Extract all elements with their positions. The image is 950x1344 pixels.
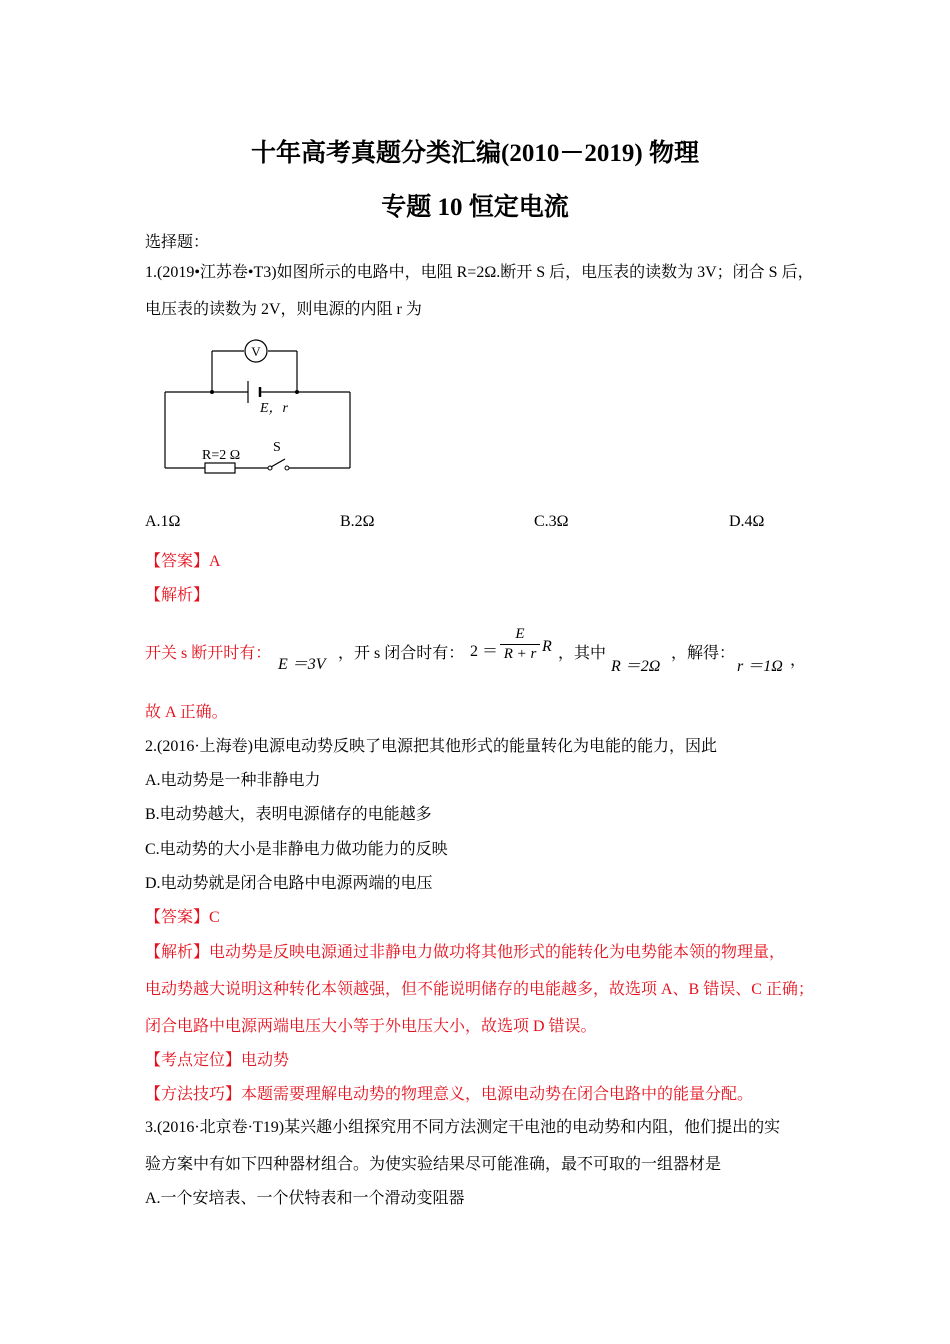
resistor-icon <box>205 463 235 473</box>
svg-text:V: V <box>251 344 261 359</box>
q2-method-text: 本题需要理解电动势的物理意义，电源电动势在闭合电路中的能量分配。 <box>241 1086 754 1103</box>
resistor-label: R=2 Ω <box>202 448 241 463</box>
q1-conclusion: 故 A 正确。 <box>145 704 228 721</box>
q1-eq-2-fraction <box>500 626 540 663</box>
q1-eq-4-tail: ， <box>790 652 807 669</box>
document-subtitle: 专题 10 恒定电流 <box>381 194 569 221</box>
q3-stem-line1: 3.(2016·北京卷·T19)某兴趣小组探究用不同方法测定干电池的电动势和内阻，他们提出的实 <box>145 1119 781 1136</box>
q1-eq-2-numerator: E <box>515 626 525 642</box>
q1-eq-4: r ＝1Ω <box>737 658 783 675</box>
q1-answer: 【答案】A <box>145 553 221 570</box>
document-title: 十年高考真题分类汇编(2010－2019) 物理 <box>251 140 699 167</box>
q2-analysis-label: 【解析】 <box>145 944 210 961</box>
q2-key-point <box>145 1047 289 1070</box>
q3-option-a: A.一个安培表、一个伏特表和一个滑动变阻器 <box>145 1190 465 1207</box>
q2-option-a: A.电动势是一种非静电力 <box>145 772 321 789</box>
q1-option-a: A.1Ω <box>145 513 181 530</box>
q1-option-c: C.3Ω <box>534 513 569 530</box>
q1-stem-line1: 1.(2019•江苏卷•T3)如图所示的电路中，电阻 R=2Ω.断开 S 后，电压表的读数为 3V；闭合 S 后， <box>145 264 814 281</box>
q1-eq-2-denominator: R + r <box>503 646 537 662</box>
q2-method <box>145 1081 753 1104</box>
q3-stem-line2: 验方案中有如下四种器材组合。为使实验结果尽可能准确，最不可取的一组器材是 <box>145 1156 722 1173</box>
q1-explain-2: ，开 s 闭合时有： <box>338 645 465 662</box>
q2-key-point-label: 【考点定位】 <box>145 1052 242 1069</box>
switch-label: S <box>273 440 281 455</box>
q1-eq-1: E ＝3V <box>278 656 326 673</box>
q2-analysis-text1: 电动势是反映电源通过非静电力做功将其他形式的能转化为电势能本领的物理量， <box>209 944 786 961</box>
switch-icon <box>268 459 289 470</box>
q1-explain-4: ，解得： <box>671 645 736 662</box>
q2-analysis-line2: 电动势越大说明这种转化本领越强，但不能说明储存的电能越多，故选项 A、B 错误、C 正确； <box>145 981 814 998</box>
q1-explain-3: ，其中 <box>558 645 607 662</box>
q2-option-b: B.电动势越大，表明电源储存的电能越多 <box>145 806 432 823</box>
q2-analysis-line1 <box>145 939 785 962</box>
battery-icon <box>248 381 260 403</box>
q2-analysis-line3: 闭合电路中电源两端电压大小等于外电压大小，故选项 D 错误。 <box>145 1018 597 1035</box>
q1-stem-line2: 电压表的读数为 2V，则电源的内阻 r 为 <box>145 301 422 318</box>
q1-option-d: D.4Ω <box>729 513 765 530</box>
source-label: E，r <box>260 401 288 416</box>
q2-option-d: D.电动势就是闭合电路中电源两端的电压 <box>145 875 433 892</box>
q1-option-b: B.2Ω <box>340 513 375 530</box>
q2-stem: 2.(2016·上海卷)电源电动势反映了电源把其他形式的能量转化为电能的能力，因此 <box>145 738 717 755</box>
q1-eq-2-rhs: R <box>542 638 552 655</box>
q1-eq-2-lhs: 2 ＝ <box>470 643 499 660</box>
q1-explain-1: 开关 s 断开时有： <box>145 645 272 662</box>
q2-option-c: C.电动势的大小是非静电力做功能力的反映 <box>145 841 448 858</box>
q2-method-label: 【方法技巧】 <box>145 1086 242 1103</box>
q2-answer: 【答案】C <box>145 909 220 926</box>
q2-key-point-text: 电动势 <box>241 1052 290 1069</box>
q1-analysis-label: 【解析】 <box>145 587 210 604</box>
q1-circuit-diagram <box>160 335 360 475</box>
q1-eq-3: R ＝2Ω <box>611 658 661 675</box>
voltmeter-icon <box>245 340 267 362</box>
section-label: 选择题： <box>145 234 210 251</box>
